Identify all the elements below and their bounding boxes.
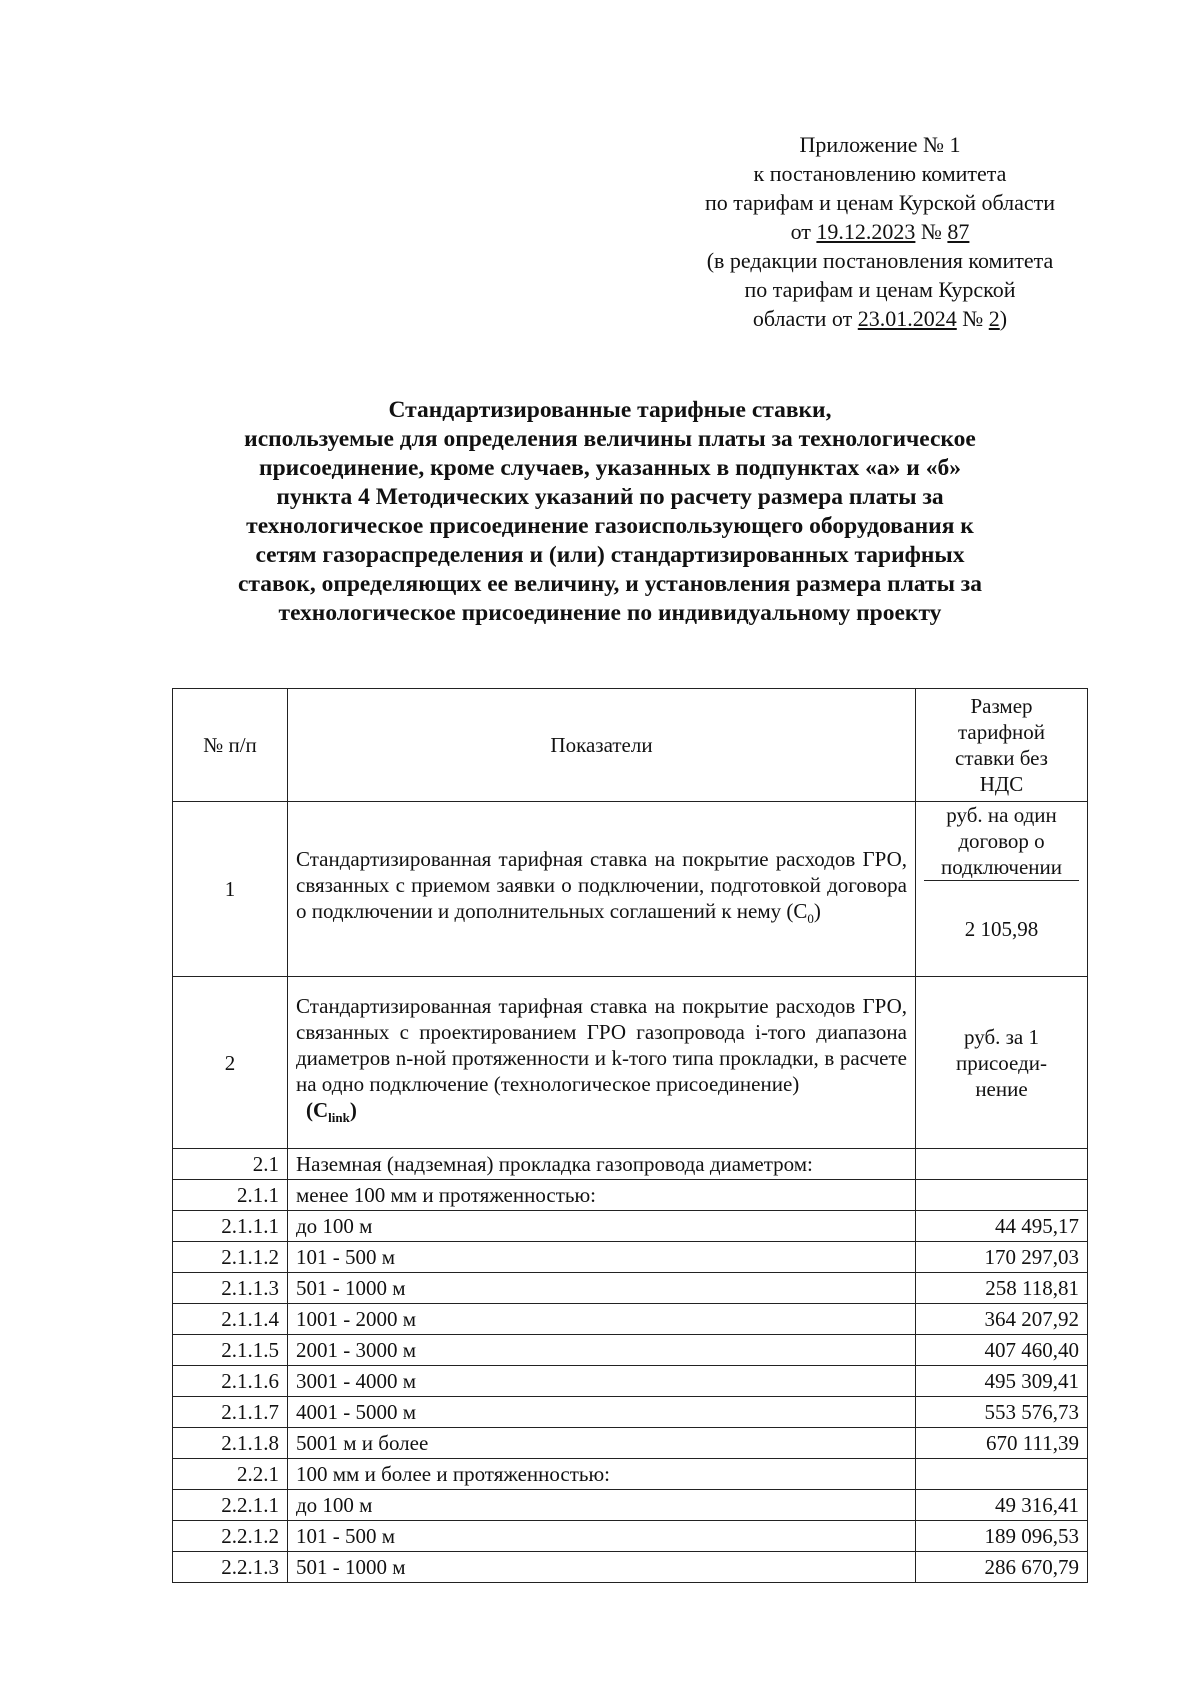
row-num: 2.2.1.3 — [173, 1552, 288, 1583]
row-num: 2.1.1 — [173, 1180, 288, 1211]
row-formula: (C — [306, 1098, 329, 1123]
row-value: 553 576,73 — [916, 1397, 1088, 1428]
table-row — [173, 1180, 1088, 1211]
header-text: № — [915, 219, 948, 244]
row-value: 189 096,53 — [916, 1521, 1088, 1552]
row-desc — [288, 802, 916, 977]
row-unit — [916, 977, 1088, 1149]
table-row — [173, 1366, 1088, 1397]
table-row — [173, 977, 1088, 1149]
row-num: 2 — [173, 977, 288, 1149]
title-line: ставок, определяющих ее величину, и установления размера платы за — [237, 571, 982, 597]
row-label: 3001 - 4000 м — [288, 1366, 916, 1397]
table-row — [173, 1242, 1088, 1273]
table-row — [173, 802, 1088, 977]
tariff-table — [172, 688, 1088, 1583]
header-line: по тарифам и ценам Курской — [744, 277, 1016, 302]
row-value — [916, 1149, 1088, 1180]
row-desc-sub: 0 — [807, 911, 814, 927]
row-value: 44 495,17 — [916, 1211, 1088, 1242]
row-num: 2.2.1 — [173, 1459, 288, 1490]
row-num: 2.1.1.7 — [173, 1397, 288, 1428]
header-text: от — [790, 219, 817, 244]
header-line: по тарифам и ценам Курской области — [704, 190, 1056, 215]
unit-line: подключении — [941, 855, 1062, 879]
header-num: № п/п — [173, 689, 288, 802]
row-num: 2.1.1.8 — [173, 1428, 288, 1459]
row-num: 2.1.1.5 — [173, 1335, 288, 1366]
row-value: 495 309,41 — [916, 1366, 1088, 1397]
unit-line: нение — [975, 1076, 1028, 1101]
row-label: 100 мм и более и протяженностью: — [288, 1459, 916, 1490]
header-line: Приложение № 1 — [799, 132, 961, 157]
title-line: Стандартизированные тарифные ставки, — [388, 397, 832, 423]
appendix-header — [660, 130, 1100, 333]
header-text: области от — [752, 306, 858, 331]
header-rate-line: Размер — [970, 694, 1033, 718]
table-row — [173, 1149, 1088, 1180]
row-label: 501 - 1000 м — [288, 1273, 916, 1304]
row-num: 2.1.1.3 — [173, 1273, 288, 1304]
table-row — [173, 1428, 1088, 1459]
row-label: до 100 м — [288, 1211, 916, 1242]
row-label: до 100 м — [288, 1490, 916, 1521]
table-row — [173, 1552, 1088, 1583]
row-value — [916, 1459, 1088, 1490]
row-label: менее 100 мм и протяженностью: — [288, 1180, 916, 1211]
document-title — [150, 396, 1070, 628]
row-num: 2.1 — [173, 1149, 288, 1180]
row-label: 1001 - 2000 м — [288, 1304, 916, 1335]
title-line: сетям газораспределения и (или) стандартизированных тарифных — [255, 542, 965, 568]
row-label: 101 - 500 м — [288, 1242, 916, 1273]
table-row — [173, 1490, 1088, 1521]
header-line: к постановлению комитета — [753, 161, 1007, 186]
row-desc-text: Стандартизированная тарифная ставка на покрытие расходов ГРО, связанных с приемом заявки о подключении, подготовкой договора о подключении и дополнительных соглашений к нему (C — [296, 846, 907, 923]
table-row — [173, 1273, 1088, 1304]
row-label: 101 - 500 м — [288, 1521, 916, 1552]
header-text: ) — [999, 306, 1008, 331]
table-row — [173, 1459, 1088, 1490]
title-line: пункта 4 Методических указаний по расчету размера платы за — [276, 484, 944, 510]
row-desc — [288, 977, 916, 1149]
amendment-number: 2 — [988, 306, 1000, 331]
row-value: 286 670,79 — [916, 1552, 1088, 1583]
row-label: 5001 м и более — [288, 1428, 916, 1459]
row-formula-end: ) — [349, 1098, 357, 1123]
unit-line: руб. на один — [946, 803, 1057, 827]
row-num: 2.1.1.2 — [173, 1242, 288, 1273]
rate-value: 2 105,98 — [964, 916, 1039, 941]
row-value — [916, 1180, 1088, 1211]
row-num: 2.2.1.1 — [173, 1490, 288, 1521]
amendment-date: 23.01.2024 — [857, 306, 957, 331]
title-line: технологическое присоединение по индивидуальному проекту — [278, 600, 942, 626]
table-row — [173, 1211, 1088, 1242]
row-value: 258 118,81 — [916, 1273, 1088, 1304]
row-num: 2.1.1.1 — [173, 1211, 288, 1242]
header-text: № — [956, 306, 989, 331]
title-line: используемые для определения величины платы за технологическое — [244, 426, 976, 452]
row-num: 2.2.1.2 — [173, 1521, 288, 1552]
unit-line: присоеди- — [955, 1050, 1047, 1075]
row-num: 2.1.1.6 — [173, 1366, 288, 1397]
unit-line: договор о — [958, 829, 1045, 853]
header-rate-line: ставки без — [955, 746, 1048, 770]
row-label: 2001 - 3000 м — [288, 1335, 916, 1366]
header-indicator: Показатели — [288, 689, 916, 802]
table-row — [173, 1521, 1088, 1552]
row-value: 407 460,40 — [916, 1335, 1088, 1366]
table-row — [173, 1335, 1088, 1366]
row-label: Наземная (надземная) прокладка газопровода диаметром: — [288, 1149, 916, 1180]
title-line: технологическое присоединение газоиспользующего оборудования к — [246, 513, 974, 539]
resolution-date: 19.12.2023 — [816, 219, 916, 244]
row-value: 170 297,03 — [916, 1242, 1088, 1273]
header-rate-line: НДС — [979, 772, 1024, 796]
row-value: 670 111,39 — [916, 1428, 1088, 1459]
header-rate — [916, 689, 1088, 802]
row-num: 1 — [173, 802, 288, 977]
row-desc-end: ) — [813, 898, 821, 923]
row-desc-text: Стандартизированная тарифная ставка на покрытие расходов ГРО, связанных с проектированием ГРО газопровода i-того диапазона диаметров n-ной протяженности и k-того типа прокладки, в расчете на одно подключение (технологическое присоединение) — [296, 994, 907, 1097]
table-row — [173, 1304, 1088, 1335]
header-rate-line: тарифной — [957, 720, 1046, 744]
title-line: присоединение, кроме случаев, указанных в подпунктах «а» и «б» — [259, 455, 961, 481]
table-body — [173, 1149, 1088, 1583]
table-header-row — [173, 689, 1088, 802]
row-label: 4001 - 5000 м — [288, 1397, 916, 1428]
row-value: 364 207,92 — [916, 1304, 1088, 1335]
resolution-number: 87 — [947, 219, 970, 244]
table-row — [173, 1397, 1088, 1428]
header-line — [660, 304, 1100, 333]
row-unit-value — [916, 802, 1088, 977]
row-num: 2.1.1.4 — [173, 1304, 288, 1335]
row-formula-sub: link — [328, 1110, 350, 1126]
unit-line: руб. за 1 — [964, 1024, 1039, 1049]
row-label: 501 - 1000 м — [288, 1552, 916, 1583]
unit-label — [924, 802, 1079, 881]
row-value: 49 316,41 — [916, 1490, 1088, 1521]
header-line: (в редакции постановления комитета — [706, 248, 1054, 273]
header-line — [660, 217, 1100, 246]
